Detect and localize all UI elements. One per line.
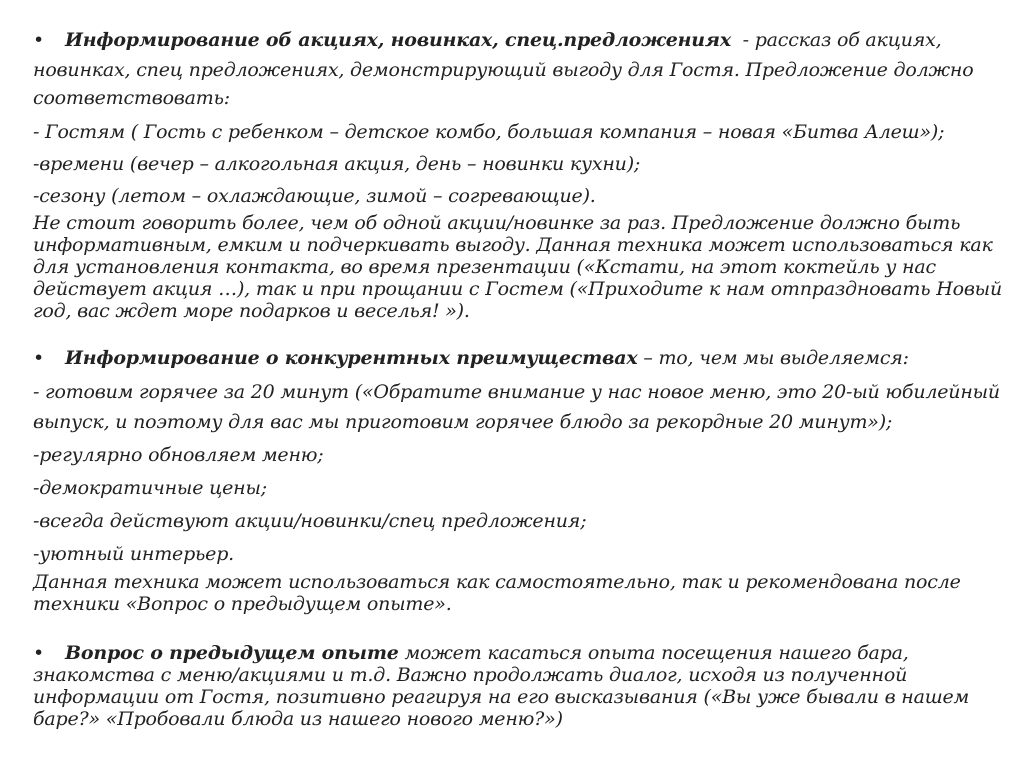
section-2-paragraph-line: техники «Вопрос о предыдущем опыте». bbox=[33, 593, 452, 615]
section-3-intro: может касаться опыта посещения нашего бара, bbox=[398, 642, 909, 664]
bullet-icon: • bbox=[33, 642, 45, 664]
bullet-icon: • bbox=[33, 29, 45, 51]
section-3-heading-line bbox=[33, 641, 909, 665]
section-2-list-item: -уютный интерьер. bbox=[33, 543, 235, 565]
section-1-list-item: -сезону (летом – охлаждающие, зимой – согревающие). bbox=[33, 185, 596, 207]
section-1-intro-line: новинках, спец предложениях, демонстрирующий выгоду для Гостя. Предложение должно bbox=[33, 59, 974, 81]
section-3-paragraph-line: баре?» «Пробовали блюда из нашего нового меню?») bbox=[33, 708, 563, 730]
section-1-intro-line: соответствовать: bbox=[33, 87, 230, 109]
section-1-heading: Информирование об акциях, новинках, спец.предложениях bbox=[65, 29, 731, 51]
section-2-list-item: выпуск, и поэтому для вас мы приготовим горячее блюдо за рекордные 20 минут»); bbox=[33, 411, 893, 433]
section-1-paragraph-line: Не стоит говорить более, чем об одной акции/новинке за раз. Предложение должно быть bbox=[33, 212, 961, 234]
section-1-paragraph-line: действует акция …), так и при прощании с Гостем («Приходите к нам отпраздновать Новый bbox=[33, 278, 1002, 300]
section-3-paragraph-line: информации от Гостя, позитивно реагируя на его высказывания («Вы уже бывали в нашем bbox=[33, 686, 970, 708]
section-3-paragraph-line: знакомства с меню/акциями и т.д. Важно продолжать диалог, исходя из полученной bbox=[33, 664, 908, 686]
section-1-list-item: - Гостям ( Гость с ребенком – детское комбо, большая компания – новая «Битва Алеш»); bbox=[33, 121, 945, 143]
section-2-intro: – то, чем мы выделяемся: bbox=[643, 347, 909, 369]
section-1-paragraph-line: информативным, емким и подчеркивать выгоду. Данная техника может использоваться как bbox=[33, 234, 993, 256]
section-1-intro: - рассказ об акциях, bbox=[742, 29, 942, 51]
section-1-list-item: -времени (вечер – алкогольная акция, день – новинки кухни); bbox=[33, 153, 641, 175]
section-1-paragraph-line: год, вас ждет море подарков и веселья! »). bbox=[33, 300, 470, 322]
section-1-paragraph-line: для установления контакта, во время презентации («Кстати, на этот коктейль у нас bbox=[33, 256, 936, 278]
section-2-list-item: -регулярно обновляем меню; bbox=[33, 444, 324, 466]
section-2-list-item: - готовим горячее за 20 минут («Обратите внимание у нас новое меню, это 20-ый юбилейный bbox=[33, 381, 1000, 403]
bullet-icon: • bbox=[33, 347, 45, 369]
section-2-heading-line bbox=[33, 346, 909, 370]
section-2-list-item: -демократичные цены; bbox=[33, 477, 267, 499]
section-1-heading-line bbox=[33, 28, 942, 52]
section-2-paragraph-line: Данная техника может использоваться как самостоятельно, так и рекомендована после bbox=[33, 571, 961, 593]
section-2-heading: Информирование о конкурентных преимуществах bbox=[65, 347, 638, 369]
section-2-list-item: -всегда действуют акции/новинки/спец предложения; bbox=[33, 510, 587, 532]
section-3-heading: Вопрос о предыдущем опыте bbox=[65, 642, 399, 664]
